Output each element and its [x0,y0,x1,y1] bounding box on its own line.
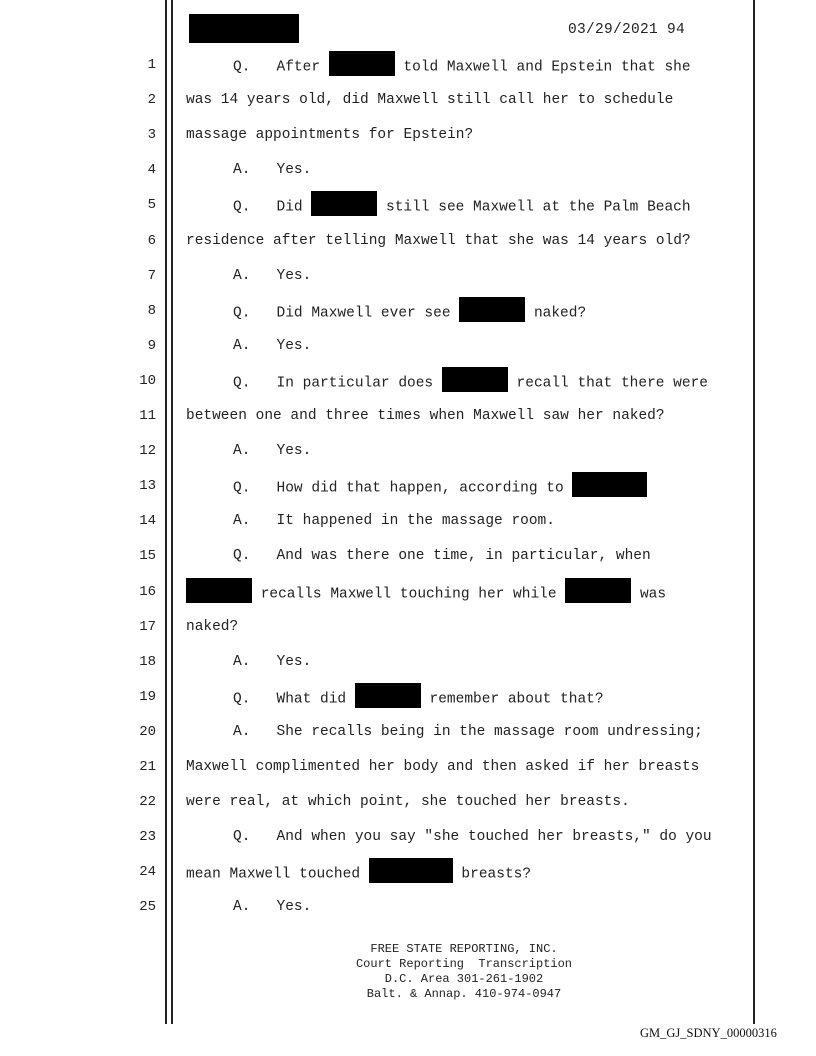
transcript-line [0,303,816,323]
line-text [186,92,673,108]
line-text-segment: A. Yes. [233,653,312,670]
transcript-line [0,584,816,604]
line-number: 9 [147,337,156,354]
line-text-segment: mean Maxwell touched [186,866,369,883]
line-number: 20 [139,723,156,740]
line-text-segment: still see Maxwell at the Palm Beach [377,199,691,216]
redaction-block [459,297,525,322]
redaction-block [311,191,377,216]
line-text-segment: between one and three times when Maxwell saw her naked? [186,408,665,424]
line-text-segment: Q. How did that happen, according to [233,480,573,497]
header-date-page [568,22,685,38]
transcript-line [0,724,816,744]
transcript-line [0,654,816,674]
line-text [233,197,691,216]
line-text [186,584,666,603]
line-text [233,548,651,564]
redaction-block [329,51,395,76]
transcript-line [0,759,816,779]
transcript-line [0,513,816,533]
line-text [186,759,699,775]
line-text [186,127,473,143]
line-text-segment: naked? [186,618,239,635]
line-number: 4 [147,162,156,179]
line-number: 12 [139,443,156,460]
redaction-block [355,683,421,708]
line-text [233,303,586,322]
redaction-block [186,578,252,603]
line-text-segment: Q. After [233,59,329,76]
line-text [233,162,311,178]
line-text-segment: Q. Did Maxwell ever see [233,305,460,322]
redaction-block [442,367,508,392]
line-text-segment: Q. And when you say "she touched her breasts," do you [233,829,712,846]
line-text-segment: A. It happened in the massage room. [233,513,555,530]
line-number: 8 [147,302,156,319]
transcript-line [0,408,816,428]
line-number: 3 [147,127,156,144]
line-number: 10 [139,372,156,389]
line-text [233,373,708,392]
line-text [233,443,311,459]
line-text-segment: A. She recalls being in the massage room undressing; [233,723,703,740]
redaction-block [572,472,647,497]
line-text-segment: recalls Maxwell touching her while [252,585,566,602]
footer-line-company: FREE STATE REPORTING, INC. [370,942,558,956]
line-number: 16 [139,583,156,600]
transcript-line [0,373,816,393]
transcript-line [0,864,816,884]
line-text-segment: A. Yes. [233,337,312,354]
line-number: 7 [147,267,156,284]
transcript-line [0,233,816,253]
line-text [233,899,311,915]
line-number: 6 [147,232,156,249]
transcript-line [0,197,816,217]
transcript-line [0,899,816,919]
line-text-segment: Maxwell complimented her body and then asked if her breasts [186,759,700,775]
line-text [186,619,238,635]
transcript-line [0,548,816,568]
line-number: 11 [139,408,156,424]
line-text-segment: A. Yes. [233,162,312,179]
line-text-segment: breasts? [452,866,532,883]
line-number: 21 [139,759,156,775]
line-text-segment: were real, at which point, she touched her breasts. [186,794,630,811]
footer-line-balt-phone: Balt. & Annap. 410-974-0947 [366,987,562,1001]
transcript-line [0,57,816,77]
line-number: 2 [147,92,156,109]
line-text [233,338,311,354]
line-text-segment: was [631,585,667,602]
line-text [186,408,665,424]
line-text [186,794,630,810]
line-text-segment: Q. And was there one time, in particular, when [233,548,651,565]
line-number: 23 [139,829,156,846]
reporter-footer [300,942,628,1002]
transcript-line [0,478,816,498]
line-text [233,654,311,670]
line-number: 25 [139,899,156,916]
line-text [233,478,647,497]
line-number: 17 [139,618,156,635]
transcript-line [0,268,816,288]
line-text-segment: A. Yes. [233,899,312,916]
line-text-segment: Q. In particular does [233,375,442,392]
line-text-segment: A. Yes. [233,443,312,460]
line-text-segment: recall that there were [507,375,708,392]
transcript-line [0,162,816,182]
transcript-line [0,689,816,709]
line-text [233,513,555,529]
line-number: 1 [147,57,156,73]
line-text-segment: Q. What did [233,691,355,708]
line-number: 5 [147,197,156,214]
transcript-line [0,794,816,814]
line-text-segment: naked? [525,305,587,322]
transcript-line [0,338,816,358]
transcript-line [0,443,816,463]
line-text [233,829,712,845]
line-text-segment: residence after telling Maxwell that she was 14 years old? [186,232,691,249]
line-text [233,689,604,708]
line-number: 24 [139,864,156,881]
bates-number: GM_GJ_SDNY_00000316 [640,1026,777,1040]
line-number: 14 [139,513,156,530]
line-text [233,724,703,740]
line-number: 22 [139,794,156,811]
header-date: 03/29/2021 [568,22,659,38]
header-redaction [189,14,299,43]
line-text-segment: Q. Did [233,199,312,216]
line-text [186,864,531,883]
footer-line-dc-phone: D.C. Area 301-261-1902 [384,972,544,986]
redaction-block [369,858,453,883]
line-number: 18 [139,653,156,670]
transcript-line [0,92,816,112]
line-number: 15 [139,548,156,565]
line-text-segment: remember about that? [420,691,604,708]
line-text [233,57,691,76]
redaction-block [565,578,631,603]
header-page-number: 94 [667,22,686,38]
transcript-line [0,127,816,147]
line-text [233,268,311,284]
line-number: 19 [139,688,156,705]
transcript-line [0,829,816,849]
transcript-line [0,619,816,639]
line-text-segment: A. Yes. [233,267,312,284]
line-text-segment: massage appointments for Epstein? [186,127,474,144]
line-text-segment: told Maxwell and Epstein that she [394,59,691,76]
line-text-segment: was 14 years old, did Maxwell still call her to schedule [186,92,674,109]
footer-line-services: Court Reporting Transcription [355,957,573,971]
line-number: 13 [139,478,156,495]
line-text [186,233,691,249]
